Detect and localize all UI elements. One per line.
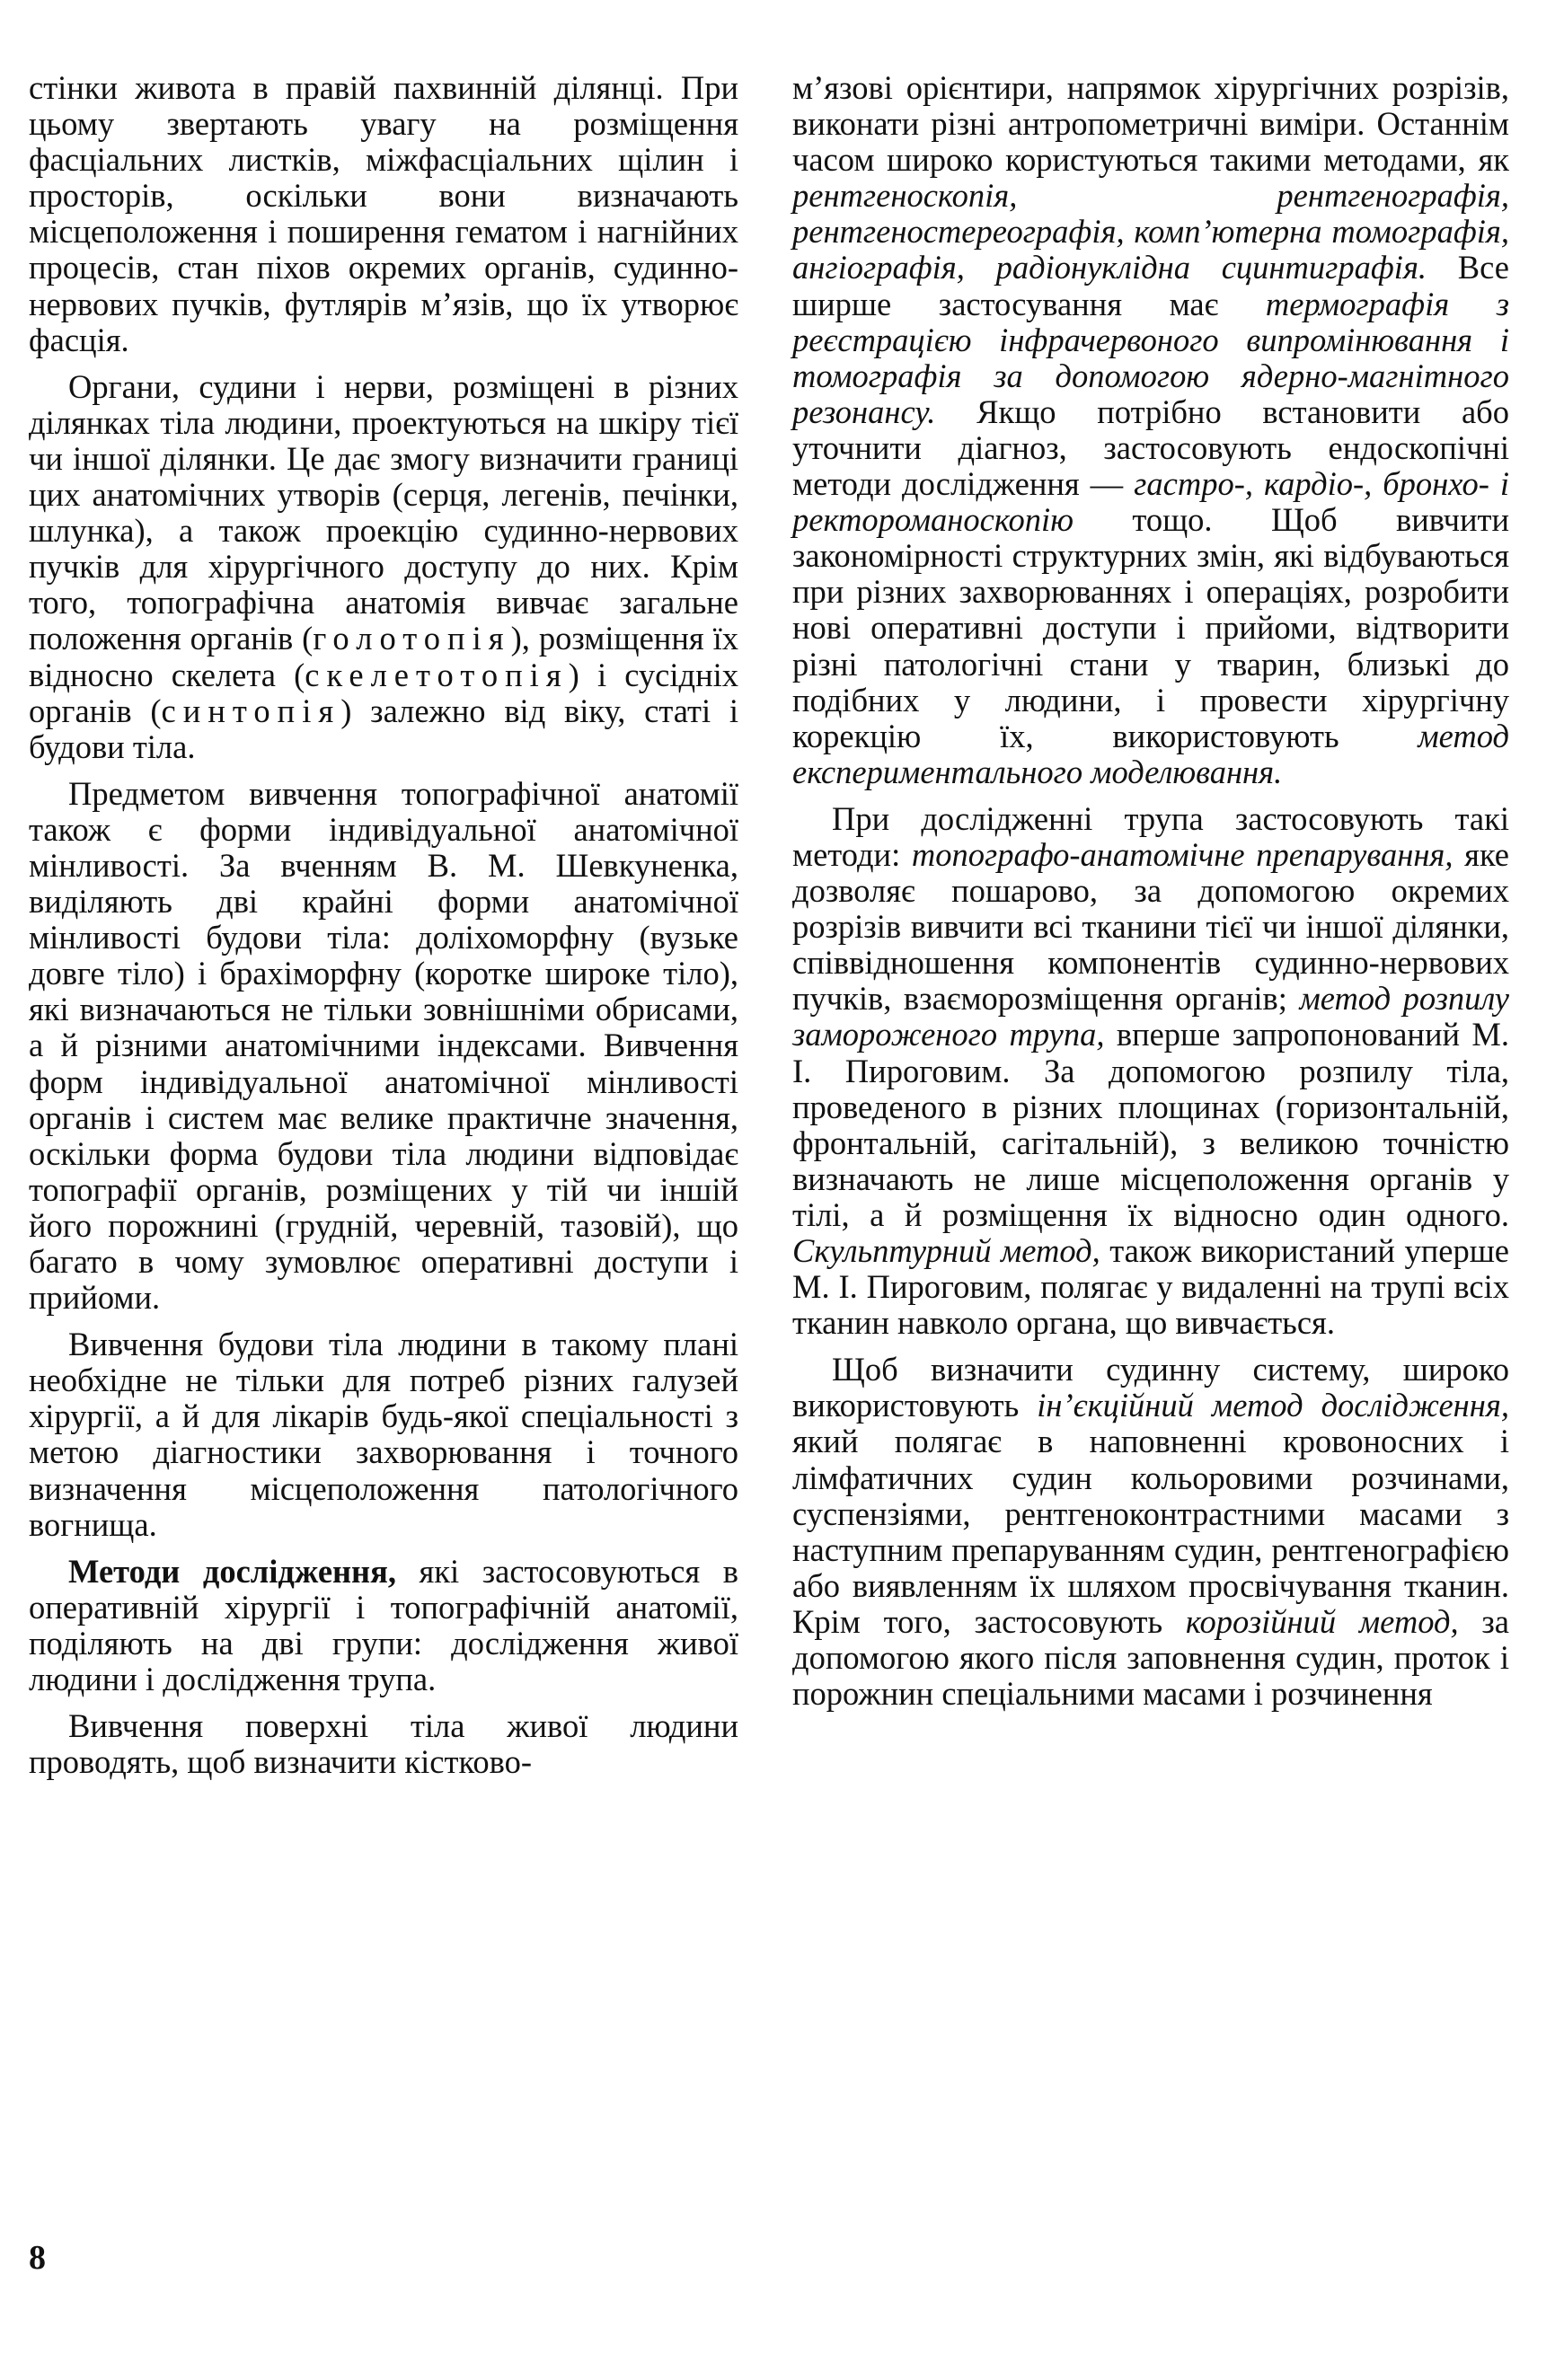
paragraph [29,1708,738,1780]
italic-term: топографо-анатомічне препарування, [911,835,1454,873]
text: Все ширше застосування має [792,249,1509,322]
text: яке дозволяє пошарово, за допомогою окремих розрізів вивчити всі тканини тієї чи іншої ділянки, співвідношення компонентів судинно-нервових пучків, взаєморозміщення органів; [792,835,1509,1018]
bold-term: Методи дослідження, [68,1552,396,1590]
text: При дослідженні трупа застосовують такі методи: [792,799,1509,873]
paragraph [29,1327,738,1543]
text: за допомогою якого після заповнення судин, проток і порожнин спеціальними масами і розчинення [792,1602,1509,1713]
italic-term: термографія з реєстрацією інфрачервоного випромінювання і томографія за допомогою ядерно-магнітного резонансу. [792,285,1509,430]
paragraph [29,369,738,765]
italic-term: метод експериментального моделювання. [792,717,1509,790]
right-column [792,70,1509,1723]
term-spaced: голотопія [313,620,511,657]
text: Щоб визначити судинну систему, широко використовують [792,1351,1509,1424]
text: вперше запропонований М. І. Пироговим. За допомогою розпилу тіла, проведеного в різних площинах (горизонтальній, фронтальній, сагітальній), з великою точністю визначають не лише місцеположення органів у тілі, а й розміщення їх відносно один одного. [792,1016,1509,1233]
text: Вивчення поверхні тіла живої людини проводять, щоб визначити кістково- [29,1707,738,1781]
left-column [29,70,738,1791]
italic-term: гастро-, кардіо-, бронхо- і ректороманоскопію [792,465,1509,539]
text: Органи, судини і нерви, розміщені в різних ділянках тіла людини, проектуються на шкіру тієї чи іншої ділянки. Це дає змогу визначити границі цих анатомічних утворів (серця, легенів, печінки, шлунка), а також проекцію судинно-нервових пучків для хірургічного доступу до них. Крім того, топографічна анатомія вивчає загальне положення органів ( [29,367,738,657]
italic-term: Скульптурний метод, [792,1232,1100,1269]
paragraph [29,1554,738,1697]
text: м’язові орієнтири, напрямок хірургічних розрізів, виконати різні антропометричні виміри. Останнім часом широко користуються такими методами, як [792,69,1509,179]
text: який полягає в наповненні кровоносних і лімфатичних судин кольоровими розчинами, суспензіями, рентгеноконтрастними масами з наступним препаруванням судин, рентгенографією або виявленням їх шляхом просвічування тканин. Крім того, застосовують [792,1423,1509,1640]
paragraph [29,70,738,358]
text: тощо. Щоб вивчити закономірності структурних змін, які відбуваються при різних захворюваннях і операціях, розробити нові оперативні доступи і прийоми, відтворити різні патологічні стани у тварин, близькі до подібних у людини, і провести хірургічну корекцію їх, використовують [792,501,1509,754]
paragraph [29,776,738,1316]
term-spaced: синтопія [161,692,341,729]
text: Якщо потрібно встановити або уточнити діагноз, застосовують ендоскопічні методи дослідження — [792,392,1509,503]
page-number: 8 [29,2239,46,2277]
italic-term: корозійний метод, [1185,1602,1459,1640]
italic-term: ін’єкційний метод дослідження, [1037,1387,1509,1424]
text: ) залежно від віку, статі і будови тіла. [29,692,739,765]
term-spaced: скелетотопія [305,656,569,693]
text: ), розміщення їх відносно скелета ( [29,620,738,693]
text: які застосовуються в оперативній хірургії і топографічній анатомії, поділяють на дві групи: дослідження живої людини і дослідження трупа. [29,1552,738,1698]
text: Предметом вивчення топографічної анатомії також є форми індивідуальної анатомічної мінливості. За вченням В. М. Шевкуненка, виділяють дві крайні форми анатомічної мінливості будови тіла: доліхоморфну (вузьке довге тіло) і брахіморфну (коротке широке тіло), які визначаються не тільки зовнішніми обрисами, а й різними анатомічними індексами. Вивчення форм індивідуальної анатомічної мінливості органів і систем має велике практичне значення, оскільки форма будови тіла людини відповідає топографії органів, розміщених у тій чи іншій його порожнині (грудній, черевній, тазовій), що багато в чому зумовлює оперативні доступи і прийоми. [29,774,738,1317]
paragraph [792,70,1509,790]
text: також використаний уперше М. І. Пироговим, полягає у видаленні на трупі всіх тканин навколо органа, що вивчається. [792,1232,1510,1342]
text: ) і сусідніх органів ( [29,656,738,729]
paragraph [792,1352,1509,1712]
paragraph [792,801,1509,1341]
italic-term: рентгеноскопія, рентгенографія, рентгеностереографія, комп’ютерна томографія, ангіографія, радіонуклідна сцинтиграфія. [792,177,1509,286]
text: Вивчення будови тіла людини в такому плані необхідне не тільки для потреб різних галузей хірургії, а й для лікарів будь-якої спеціальності з метою діагностики захворювання і точного визначення місцеположення патологічного вогнища. [29,1326,738,1543]
italic-term: метод розпилу замороженого трупа, [792,980,1509,1053]
text: стінки живота в правій пахвинній ділянці. При цьому звертають увагу на розміщення фасціальних листків, міжфасціальних щілин і просторів, оскільки вони визначають місцеположення і поширення гематом і нагнійних процесів, стан піхов окремих органів, судинно-нервових пучків, футлярів м’язів, що їх утворює фасція. [29,69,738,358]
